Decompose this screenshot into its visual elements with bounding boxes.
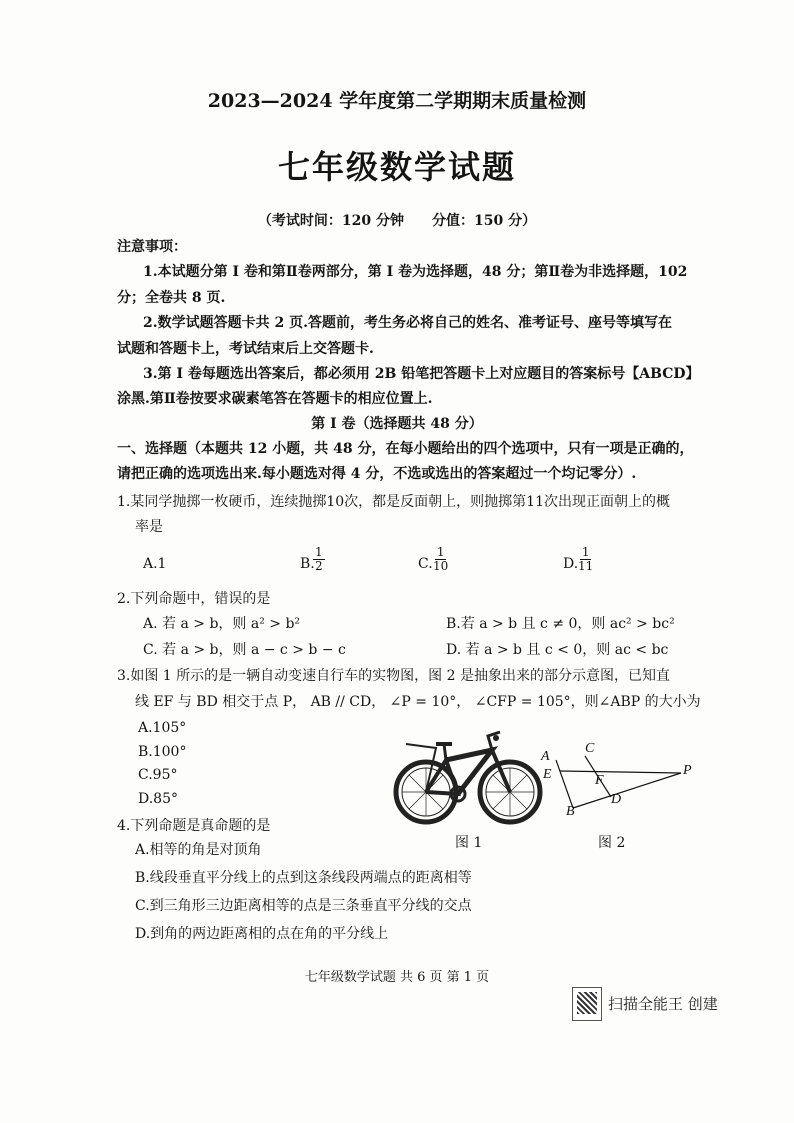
question-2-option-c: C. 若 a > b，则 a − c > b − c — [143, 642, 346, 658]
notice-item-2: 2.数学试题答题卡共 2 页.答题前，考生务必将自己的姓名、准考证号、座号等填写在 — [143, 315, 672, 331]
point-label-d: D — [611, 792, 622, 807]
question-3-stem: 3.如图 1 所示的是一辆自动变速自行车的实物图，图 2 是抽象出来的部分示意图，已知直 — [117, 668, 670, 684]
question-3-stem-cont: 线 EF 与 BD 相交于点 P， AB // CD， ∠P = 10°， ∠CFP = 105°，则∠ABP 的大小为 — [135, 694, 701, 710]
figure-2-caption: 图 2 — [598, 835, 626, 851]
question-3-option-d: D.85° — [138, 791, 178, 807]
question-1-option-d-fraction: $\frac{1}{11}$ — [578, 545, 594, 573]
point-label-c: C — [585, 741, 595, 756]
notice-heading: 注意事项： — [117, 239, 187, 255]
page-footer: 七年级数学试题 共 6 页 第 1 页 — [304, 970, 490, 985]
page-title: 七年级数学试题 — [277, 148, 516, 186]
notice-item-3-cont: 涂黑.第Ⅱ卷按要求碳素笔答在答题卡的相应位置上. — [117, 391, 433, 407]
question-3-option-c: C.95° — [138, 767, 178, 783]
notice-item-2-cont: 试题和答题卡上，考试结束后上交答题卡. — [117, 341, 374, 357]
notice-item-3: 3.第 I 卷每题选出答案后，都必须用 2B 铅笔把答题卡上对应题目的答案标号【ABCD】 — [143, 366, 700, 382]
point-label-f: F — [595, 773, 604, 788]
scanner-watermark: 扫描全能王 创建 — [608, 995, 718, 1013]
part-one-title: 第 I 卷（选择题共 48 分） — [311, 416, 483, 432]
question-4-option-d: D.到角的两边距离相的点在角的平分线上 — [135, 926, 389, 942]
section-instructions-cont: 请把正确的选项选出来.每小题选对得 4 分，不选或选出的答案超过一个均记零分）. — [117, 466, 637, 482]
point-label-b: B — [566, 804, 575, 819]
question-1-option-d-label: D. — [563, 556, 579, 572]
point-label-p: P — [683, 763, 692, 778]
section-instructions: 一、选择题（本题共 12 小题，共 48 分，在每小题给出的四个选项中，只有一项是正确的， — [117, 441, 694, 457]
question-3-option-b: B.100° — [138, 744, 187, 760]
question-4-option-a: A.相等的角是对顶角 — [135, 842, 262, 858]
question-4-stem: 4.下列命题是真命题的是 — [117, 818, 271, 834]
question-1-option-b-label: B. — [300, 556, 315, 572]
exam-info: （考试时间：120 分钟 分值：150 分） — [257, 213, 537, 229]
bicycle-figure — [392, 722, 544, 828]
notice-item-1-cont: 分；全卷共 8 页. — [117, 290, 226, 306]
question-2-option-d: D. 若 a > b 且 c < 0，则 ac < bc — [446, 642, 669, 658]
question-1-stem: 1.某同学抛掷一枚硬币，连续抛掷10次，都是反面朝上，则抛掷第11次出现正面朝上的概 — [117, 494, 670, 510]
question-4-option-b: B.线段垂直平分线上的点到这条线段两端点的距离相等 — [135, 870, 472, 886]
question-1-option-c-fraction: $\frac{1}{10}$ — [433, 545, 449, 573]
question-2-option-b: B.若 a > b 且 c ≠ 0，则 ac² > bc² — [446, 616, 675, 632]
question-2-stem: 2.下列命题中，错误的是 — [117, 591, 271, 607]
question-1-option-a: A.1 — [143, 556, 167, 572]
question-1-option-c-label: C. — [418, 556, 433, 572]
notice-item-1: 1.本试题分第 I 卷和第Ⅱ卷两部分，第 I 卷为选择题，48 分；第Ⅱ卷为非选择题，102 — [143, 264, 688, 280]
exam-term-heading: 2023—2024 学年度第二学期期末质量检测 — [207, 90, 587, 112]
question-4-option-c: C.到三角形三边距离相等的点是三条垂直平分线的交点 — [135, 898, 472, 914]
point-label-e: E — [543, 767, 552, 782]
scanner-logo-icon — [572, 987, 602, 1021]
question-3-option-a: A.105° — [138, 720, 187, 736]
question-2-option-a: A. 若 a > b，则 a² > b² — [143, 616, 301, 632]
geometry-figure — [535, 735, 705, 820]
figure-1-caption: 图 1 — [455, 835, 483, 851]
question-1-stem-cont: 率是 — [135, 519, 163, 535]
point-label-a: A — [541, 749, 550, 764]
question-1-option-b-fraction: $\frac{1}{2}$ — [315, 545, 323, 573]
